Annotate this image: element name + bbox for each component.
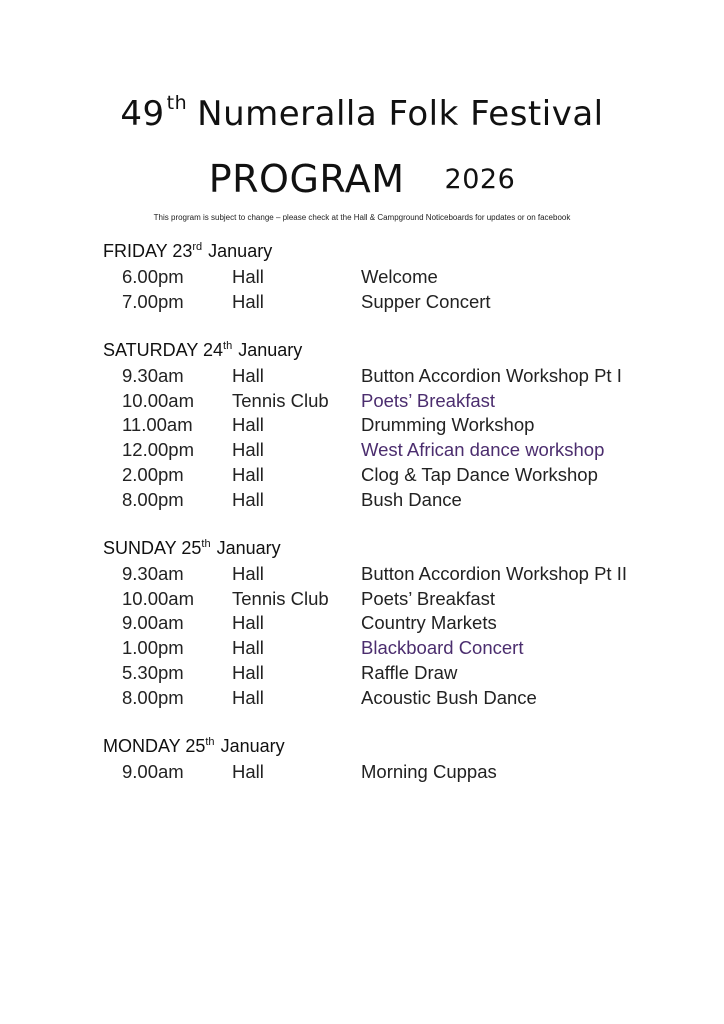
event-name: Welcome xyxy=(361,265,438,287)
event-name: Clog & Tap Dance Workshop xyxy=(361,463,598,485)
date-suffix: th xyxy=(201,538,211,550)
event-name: Poets’ Breakfast xyxy=(361,587,496,609)
day-heading-sunday xyxy=(103,538,281,559)
day-name: FRIDAY 23 xyxy=(103,241,193,261)
event-name: Acoustic Bush Dance xyxy=(361,686,537,708)
event-row xyxy=(0,662,724,686)
program-heading xyxy=(0,157,724,201)
event-venue: Hall xyxy=(232,686,264,708)
event-name: Blackboard Concert xyxy=(361,637,524,659)
event-venue: Hall xyxy=(232,612,264,634)
event-row xyxy=(0,266,724,290)
event-time: 8.00pm xyxy=(122,686,184,708)
event-venue: Hall xyxy=(232,463,264,485)
event-time: 5.30pm xyxy=(122,661,184,683)
day-heading-monday xyxy=(103,736,285,757)
event-venue: Hall xyxy=(232,364,264,386)
festival-name: Numeralla Folk Festival xyxy=(197,94,604,134)
event-row xyxy=(0,365,724,389)
event-venue: Hall xyxy=(232,661,264,683)
event-time: 2.00pm xyxy=(122,463,184,485)
event-name: Raffle Draw xyxy=(361,661,458,683)
event-name: Bush Dance xyxy=(361,488,462,510)
event-time: 9.30am xyxy=(122,562,184,584)
edition-number: 49 xyxy=(120,94,165,134)
event-venue: Tennis Club xyxy=(232,587,329,609)
event-row xyxy=(0,612,724,636)
event-venue: Hall xyxy=(232,488,264,510)
event-venue: Hall xyxy=(232,637,264,659)
event-row xyxy=(0,439,724,463)
day-name: MONDAY 25 xyxy=(103,736,206,756)
day-heading-saturday xyxy=(103,340,302,361)
event-venue: Hall xyxy=(232,265,264,287)
event-name: Country Markets xyxy=(361,612,497,634)
date-suffix: th xyxy=(205,736,215,748)
month: January xyxy=(216,538,281,558)
event-venue: Tennis Club xyxy=(232,389,329,411)
event-row xyxy=(0,761,724,785)
month: January xyxy=(208,241,273,261)
event-row xyxy=(0,637,724,661)
event-venue: Hall xyxy=(232,562,264,584)
event-time: 9.00am xyxy=(122,760,184,782)
date-suffix: rd xyxy=(192,241,203,253)
day-name: SATURDAY 24 xyxy=(103,340,224,360)
event-time: 10.00am xyxy=(122,389,194,411)
edition-suffix: th xyxy=(166,92,188,114)
event-name: Supper Concert xyxy=(361,290,491,312)
event-time: 6.00pm xyxy=(122,265,184,287)
event-time: 9.00am xyxy=(122,612,184,634)
month: January xyxy=(220,736,285,756)
event-venue: Hall xyxy=(232,414,264,436)
event-time: 7.00pm xyxy=(122,290,184,312)
event-row xyxy=(0,464,724,488)
event-name: Button Accordion Workshop Pt I xyxy=(361,364,622,386)
event-time: 8.00pm xyxy=(122,488,184,510)
event-time: 10.00am xyxy=(122,587,194,609)
event-time: 9.30am xyxy=(122,364,184,386)
event-venue: Hall xyxy=(232,760,264,782)
event-row xyxy=(0,588,724,612)
program-label: PROGRAM xyxy=(208,157,405,201)
festival-title xyxy=(0,92,724,134)
event-time: 1.00pm xyxy=(122,637,184,659)
event-name: Drumming Workshop xyxy=(361,414,535,436)
event-row xyxy=(0,414,724,438)
event-row xyxy=(0,489,724,513)
event-time: 11.00am xyxy=(122,414,193,436)
change-notice: This program is subject to change – please check at the Hall & Campground Noticeboards for updates or on facebook xyxy=(153,213,571,222)
date-suffix: th xyxy=(223,340,233,352)
event-row xyxy=(0,563,724,587)
event-venue: Hall xyxy=(232,439,264,461)
program-year: 2026 xyxy=(444,164,516,195)
month: January xyxy=(238,340,303,360)
event-name: Button Accordion Workshop Pt II xyxy=(361,562,627,584)
event-time: 12.00pm xyxy=(122,439,194,461)
day-name: SUNDAY 25 xyxy=(103,538,202,558)
event-name: West African dance workshop xyxy=(361,439,605,461)
event-row xyxy=(0,390,724,414)
event-name: Poets’ Breakfast xyxy=(361,389,496,411)
event-venue: Hall xyxy=(232,290,264,312)
event-row xyxy=(0,687,724,711)
day-heading-friday xyxy=(103,241,272,262)
event-name: Morning Cuppas xyxy=(361,760,497,782)
event-row xyxy=(0,291,724,315)
